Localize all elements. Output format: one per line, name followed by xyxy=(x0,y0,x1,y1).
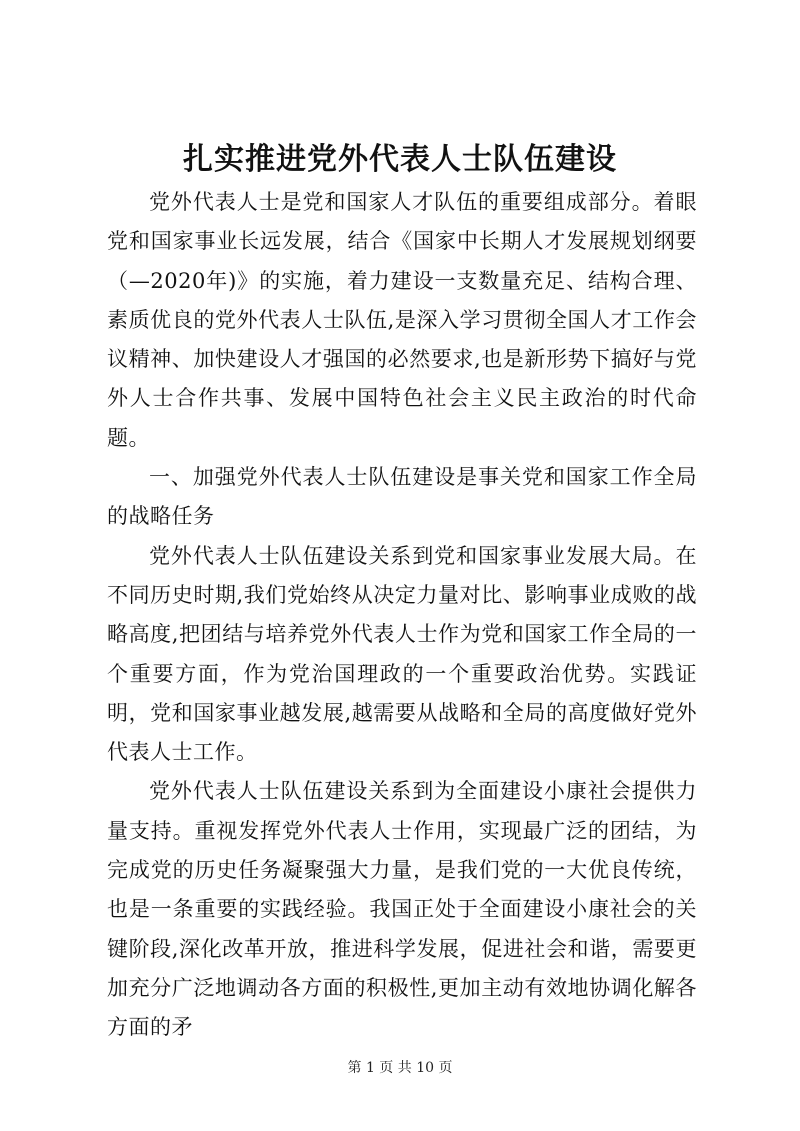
section-heading-1: 一、加强党外代表人士队伍建设是事关党和国家工作全局的战略任务 xyxy=(107,465,697,529)
page-number-footer: 第 1 页 共 10 页 xyxy=(347,1060,453,1076)
document-body xyxy=(107,183,697,1048)
paragraph-xiaokang-support: 党外代表人士队伍建设关系到为全面建设小康社会提供力量支持。重视发挥党外代表人士作用，实现最广泛的团结，为完成党的历史任务凝聚强大力量，是我们党的一大优良传统，也是一条重要的实践经验。我国正处于全面建设小康社会的关键阶段,深化改革开放，推进科学发展，促进社会和谐，需要更加充分广泛地调动各方面的积极性,更加主动有效地协调化解各方面的矛 xyxy=(107,779,697,1040)
document-title: 扎实推进党外代表人士队伍建设 xyxy=(183,142,617,177)
paragraph-strategic-importance: 党外代表人士队伍建设关系到党和国家事业发展大局。在不同历史时期,我们党始终从决定力量对比、影响事业成败的战略高度,把团结与培养党外代表人士作为党和国家工作全局的一个重要方面，作为党治国理政的一个重要政治优势。实践证明，党和国家事业越发展,越需要从战略和全局的高度做好党外代表人士工作。 xyxy=(107,543,697,765)
paragraph-intro: 党外代表人士是党和国家人才队伍的重要组成部分。着眼党和国家事业长远发展，结合《国家中长期人才发展规划纲要（—2020年)》的实施，着力建设一支数量充足、结构合理、素质优良的党外代表人士队伍,是深入学习贯彻全国人才工作会议精神、加快建设人才强国的必然要求,也是新形势下搞好与党外人士合作共事、发展中国特色社会主义民主政治的时代命题。 xyxy=(107,190,697,450)
